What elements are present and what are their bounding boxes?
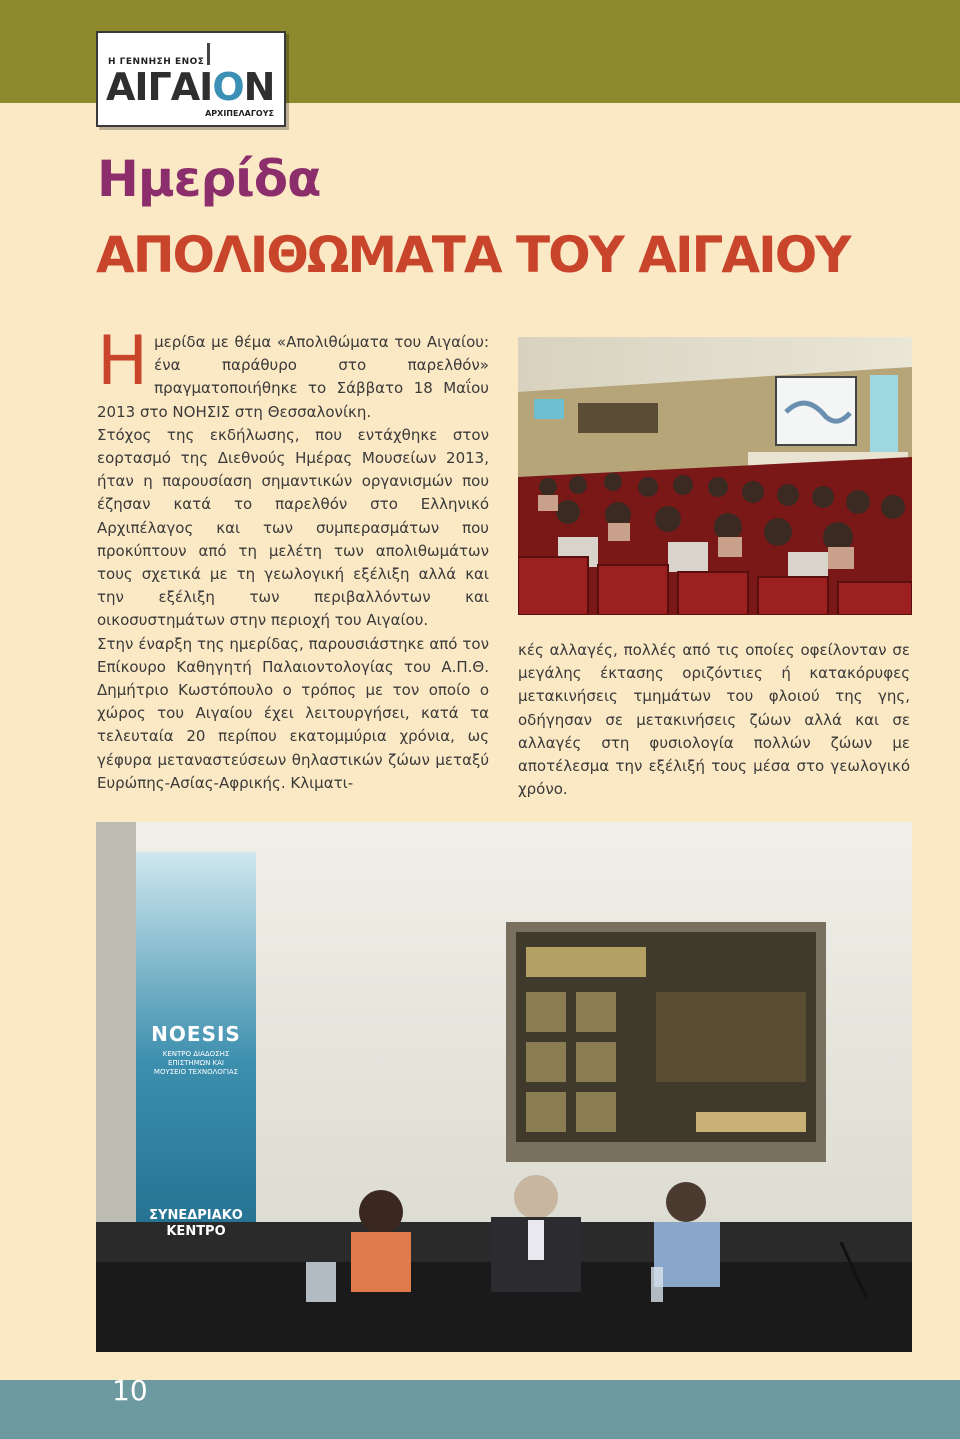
photo-panel-presentation xyxy=(96,822,912,1352)
page-number: 10 xyxy=(112,1374,148,1407)
logo-letters: ΑΙΓΑΙ xyxy=(106,65,213,109)
banner-bottom-line-2: ΚΕΝΤΡΟ xyxy=(166,1224,226,1239)
magazine-logo xyxy=(96,31,286,127)
paragraph-continued: κές αλλαγές, πολλές από τις οποίες οφείλονταν σε μεγάλης έκτασης οριζόντιες ή κατακόρυφες μετακινήσεις τμημάτων του φλοιού της γης, οδήγησαν σε μετακινήσεις ζώων αλλά και σε αλλαγές στη φυσιολογία πολλών ζώων με αποτέλεσμα την εξέλιξή τους μέσα στο γεωλογικό χρόνο. xyxy=(518,641,910,799)
text-column-left xyxy=(97,322,489,795)
panel-illustration xyxy=(96,822,912,1352)
banner-bottom-line-1: ΣΥΝΕΔΡΙΑΚΟ xyxy=(149,1208,243,1223)
banner-line-2: ΕΠΙΣΤΗΜΩΝ ΚΑΙ xyxy=(167,1059,224,1067)
noesis-banner-text xyxy=(148,1022,244,1077)
logo-small-text: Η ΓΕΝΝΗΣΗ ΕΝΟΣ xyxy=(108,57,205,67)
banner-line-3: ΜΟΥΣΕΙΟ ΤΕΧΝΟΛΟΓΙΑΣ xyxy=(153,1068,239,1076)
paragraph-intro xyxy=(97,322,489,424)
logo-main-text xyxy=(106,67,274,107)
lecture-hall-illustration xyxy=(518,337,912,615)
logo-letter-o: Ο xyxy=(212,65,244,109)
logo-letter-n: Ν xyxy=(243,65,275,109)
photo-lecture-hall xyxy=(518,337,912,615)
noesis-logo: NOESIS xyxy=(151,1022,241,1046)
logo-divider xyxy=(207,43,210,65)
conference-center-label xyxy=(144,1208,248,1240)
paragraph-goal: Στόχος της εκδήλωσης, που εντάχθηκε στον εορτασμό της Διεθνούς Ημέρας Μουσείων 2013, ήταν η παρουσίαση σημαντικών οργανισμών που έζησαν κατά το παρελθόν στο Ελληνικό Αρχιπέλαγος και των συμπερασμάτων που προκύπτουν από τη μελέτη των απολιθωμάτων τους σχετικά με τη γεωλογική εξέλιξη αλλά και την εξέλιξη των περιβαλλόντων και οικοσυστημάτων στην περιοχή του Αιγαίου. xyxy=(97,425,489,630)
logo-subtitle: ΑΡΧΙΠΕΛΑΓΟΥΣ xyxy=(205,109,274,118)
text-column-right xyxy=(518,639,910,801)
drop-cap: Η xyxy=(97,322,149,401)
article-title: ΑΠΟΛΙΘΩΜΑΤΑ ΤΟΥ ΑΙΓΑΙΟΥ xyxy=(96,226,850,284)
paragraph-intro-text: μερίδα με θέμα «Απολιθώματα του Αιγαίου: ένα παράθυρο στο παρελθόν» πραγματοποιήθηκε το Σάββατο 18 Μαΐου 2013 στο ΝΟΗΣΙΣ στη Θεσσαλονίκη. xyxy=(97,333,489,421)
banner-line-1: ΚΕΝΤΡΟ ΔΙΑΔΟΣΗΣ xyxy=(162,1050,230,1058)
section-heading: Ημερίδα xyxy=(97,150,321,208)
paragraph-opening: Στην έναρξη της ημερίδας, παρουσιάστηκε από τον Επίκουρο Καθηγητή Παλαιοντολογίας του Α.Π.Θ. Δημήτριο Κωστόπουλο ο τρόπος με τον οποίο ο χώρος του Αιγαίου έχει λειτουργήσει, κατά τα τελευταία 20 περίπου εκατομμύρια χρόνια, ως γέφυρα μεταναστεύσεων θηλαστικών ζώων μεταξύ Ευρώπης-Ασίας-Αφρικής. Κλιματι- xyxy=(97,634,489,792)
